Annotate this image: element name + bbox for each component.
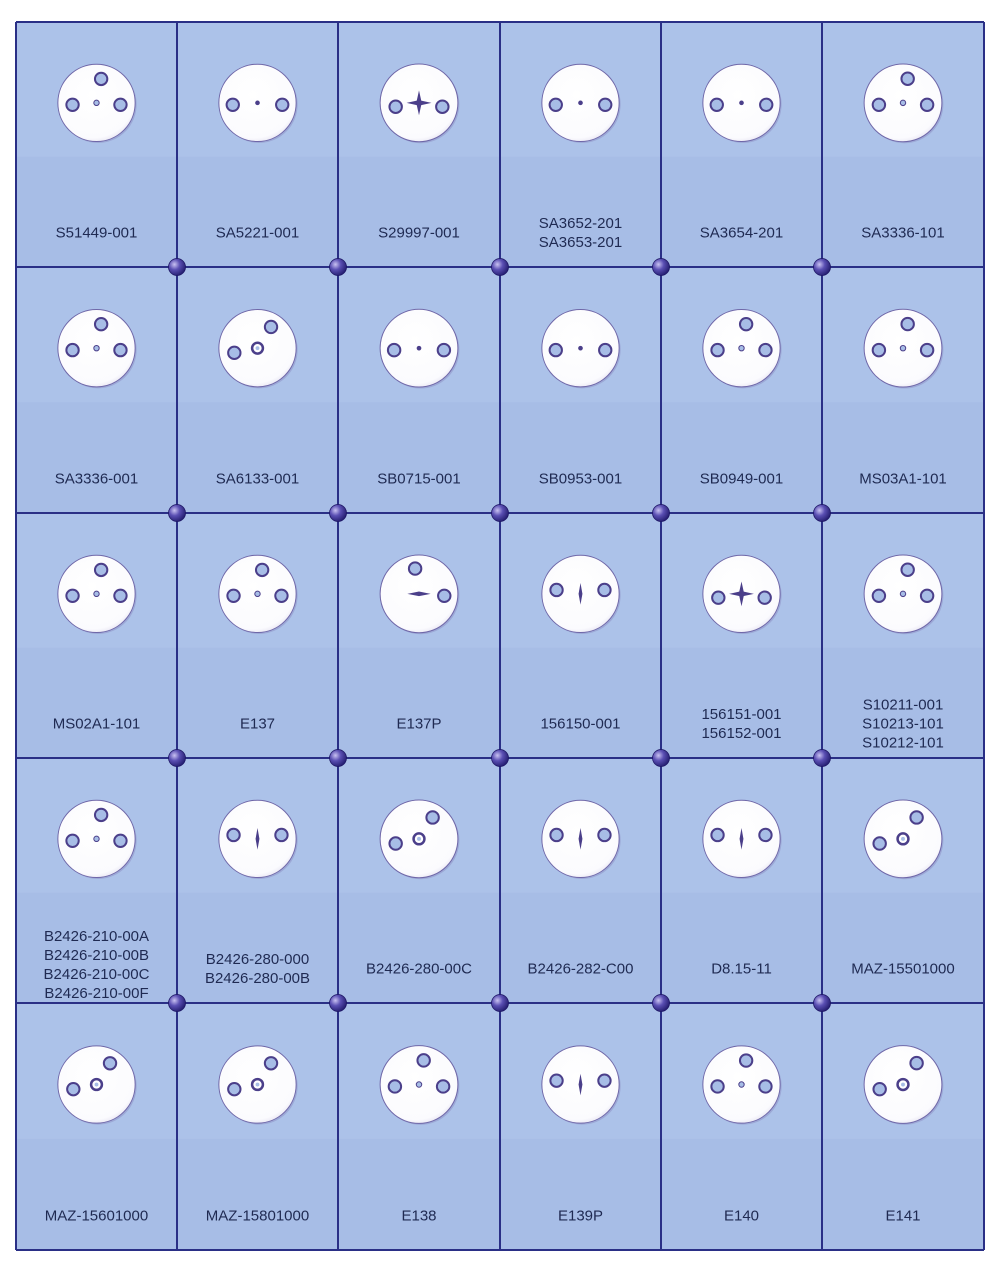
center-orifice (417, 837, 421, 841)
catalog-cell (500, 1003, 661, 1250)
side-hole (438, 590, 450, 602)
part-number-label: S10213-101 (862, 715, 944, 733)
center-orifice (900, 345, 905, 350)
top-hole (417, 1054, 429, 1066)
top-hole (95, 73, 107, 85)
catalog-cell (16, 758, 177, 1003)
side-hole (114, 99, 126, 111)
top-hole (910, 1057, 922, 1069)
center-orifice (416, 1082, 421, 1087)
side-hole (388, 344, 400, 356)
grid-node-bead (814, 259, 831, 276)
side-hole (227, 829, 239, 841)
part-number-label: S51449-001 (55, 224, 138, 242)
catalog-cell (338, 267, 500, 513)
catalog-cell (16, 267, 177, 513)
side-hole (599, 344, 611, 356)
center-orifice (94, 591, 99, 596)
center-orifice (94, 100, 99, 105)
part-number-label: MS02A1-101 (52, 715, 141, 733)
grid-node-bead (653, 995, 670, 1012)
grid-node-bead (492, 750, 509, 767)
part-number-label: MAZ-15801000 (205, 1207, 310, 1225)
top-hole (426, 811, 438, 823)
grid-node-bead (330, 259, 347, 276)
center-orifice (256, 346, 260, 350)
part-number-label: B2426-280-000 (205, 951, 310, 969)
center-orifice (95, 1083, 99, 1087)
part-number-label: 156151-001 (701, 706, 782, 724)
catalog-cell (500, 758, 661, 1003)
side-hole (711, 99, 723, 111)
top-hole (265, 321, 277, 333)
center-orifice (739, 1082, 744, 1087)
part-number-label: B2426-210-00A (43, 928, 150, 945)
part-number-label: SA3336-001 (54, 470, 139, 488)
catalog-cell (16, 22, 177, 267)
side-hole (873, 344, 885, 356)
top-hole (95, 564, 107, 576)
side-hole (599, 99, 611, 111)
side-hole (227, 99, 239, 111)
side-hole (598, 829, 610, 841)
part-number-label: SA6133-001 (215, 470, 300, 488)
side-hole (438, 344, 450, 356)
top-hole (104, 1057, 116, 1069)
center-orifice (255, 591, 260, 596)
side-hole (873, 590, 885, 602)
part-number-label: 156152-001 (701, 725, 782, 743)
side-hole (711, 344, 723, 356)
catalog-cell (177, 267, 338, 513)
part-number-label: D8.15-11 (711, 960, 772, 978)
part-number-label: S10211-001 (862, 696, 944, 714)
top-hole (256, 564, 268, 576)
center-orifice (739, 101, 744, 106)
part-number-label: SB0715-001 (377, 470, 461, 488)
grid-node-bead (492, 505, 509, 522)
center-orifice (256, 1083, 260, 1087)
side-hole (873, 99, 885, 111)
catalog-cell (177, 1003, 338, 1250)
grid-node-bead (169, 995, 186, 1012)
part-number-label: SB0949-001 (699, 470, 784, 488)
side-hole (114, 344, 126, 356)
side-hole (921, 344, 933, 356)
top-hole (910, 811, 922, 823)
grid-node-bead (330, 995, 347, 1012)
part-number-label: MS03A1-101 (859, 470, 947, 488)
part-number-label: E137P (396, 715, 442, 733)
grid-node-bead (814, 505, 831, 522)
center-orifice (901, 837, 905, 841)
catalog-cell (822, 1003, 984, 1250)
side-hole (759, 829, 771, 841)
top-hole (901, 564, 913, 576)
grid-node-bead (653, 505, 670, 522)
top-hole (740, 1054, 752, 1066)
side-hole (550, 99, 562, 111)
grid-node-bead (169, 750, 186, 767)
catalog-cell (177, 22, 338, 267)
grid-node-bead (814, 750, 831, 767)
side-hole (66, 835, 78, 847)
grid-node-bead (169, 259, 186, 276)
catalog-cell (822, 513, 984, 758)
part-number-label: SA3652-201 (538, 215, 623, 233)
part-number-label: B2426-282-C00 (527, 960, 634, 978)
catalog-cell (16, 513, 177, 758)
center-orifice (417, 346, 422, 351)
side-hole (759, 592, 771, 604)
top-hole (901, 73, 913, 85)
side-hole (227, 590, 239, 602)
catalog-cell (661, 1003, 822, 1250)
part-number-label: S10212-101 (862, 734, 944, 752)
catalog-cell (661, 22, 822, 267)
grid-node-bead (330, 750, 347, 767)
grid-node-bead (169, 505, 186, 522)
top-hole (740, 318, 752, 330)
part-number-label: E137 (239, 715, 276, 733)
catalog-cell (177, 513, 338, 758)
side-hole (275, 590, 287, 602)
center-orifice (94, 836, 99, 841)
top-hole (901, 318, 913, 330)
center-orifice (900, 591, 905, 596)
part-number-label: E140 (723, 1207, 760, 1225)
top-hole (409, 562, 421, 574)
grid-node-bead (653, 750, 670, 767)
center-orifice (739, 345, 744, 350)
catalog-cell (16, 1003, 177, 1250)
center-orifice (900, 100, 905, 105)
catalog-cell (661, 267, 822, 513)
catalog-cell (822, 758, 984, 1003)
side-hole (437, 1080, 449, 1092)
side-hole (873, 837, 885, 849)
side-hole (228, 1083, 240, 1095)
part-number-label: SA5221-001 (215, 224, 300, 242)
part-number-label: SA3654-201 (699, 224, 784, 242)
center-orifice (901, 1083, 905, 1087)
part-number-label: SB0953-001 (538, 470, 623, 488)
part-number-label: B2426-210-00F (44, 985, 149, 1002)
center-orifice (94, 345, 99, 350)
top-hole (95, 809, 107, 821)
side-hole (67, 1083, 79, 1095)
side-hole (550, 344, 562, 356)
part-number-label: B2426-280-00B (204, 970, 311, 988)
side-hole (389, 101, 401, 113)
catalog-cell (338, 513, 500, 758)
part-number-label: E139P (557, 1207, 604, 1225)
side-hole (759, 344, 771, 356)
part-number-label: MAZ-15601000 (44, 1207, 149, 1225)
grid-node-bead (653, 259, 670, 276)
side-hole (389, 1080, 401, 1092)
catalog-cell (338, 758, 500, 1003)
catalog-cell (661, 758, 822, 1003)
side-hole (66, 99, 78, 111)
catalog-cell (500, 22, 661, 267)
side-hole (550, 584, 562, 596)
side-hole (711, 829, 723, 841)
catalog-cell (500, 267, 661, 513)
side-hole (228, 347, 240, 359)
catalog-cell (822, 267, 984, 513)
grid-node-bead (492, 995, 509, 1012)
catalog-cell (661, 513, 822, 758)
part-number-label: SA3653-201 (538, 234, 623, 252)
catalog-cell (822, 22, 984, 267)
side-hole (921, 590, 933, 602)
part-number-label: B2426-210-00B (43, 947, 150, 964)
side-hole (550, 1074, 562, 1086)
center-orifice (578, 346, 583, 351)
top-hole (95, 318, 107, 330)
side-hole (760, 99, 772, 111)
grid-node-bead (330, 505, 347, 522)
side-hole (550, 829, 562, 841)
catalog-cell (338, 1003, 500, 1250)
side-hole (598, 1074, 610, 1086)
side-hole (114, 835, 126, 847)
part-number-label: SA3336-101 (861, 224, 945, 242)
side-hole (598, 584, 610, 596)
side-hole (436, 101, 448, 113)
center-orifice (255, 101, 260, 106)
part-number-label: B2426-210-00C (43, 966, 150, 983)
catalog-cell (338, 22, 500, 267)
part-number-label: 156150-001 (540, 715, 621, 733)
side-hole (873, 1083, 885, 1095)
side-hole (711, 1080, 723, 1092)
side-hole (712, 592, 724, 604)
side-hole (389, 837, 401, 849)
center-orifice (578, 101, 583, 106)
side-hole (759, 1080, 771, 1092)
part-number-label: E138 (401, 1207, 437, 1225)
grid-node-bead (814, 995, 831, 1012)
catalog-cell (177, 758, 338, 1003)
grid-node-bead (492, 259, 509, 276)
part-number-label: MAZ-15501000 (851, 960, 955, 978)
part-number-label: S29997-001 (378, 224, 460, 242)
side-hole (114, 590, 126, 602)
catalog-cell (500, 513, 661, 758)
side-hole (921, 99, 933, 111)
side-hole (275, 829, 287, 841)
part-number-label: E141 (885, 1207, 921, 1225)
side-hole (66, 590, 78, 602)
top-hole (265, 1057, 277, 1069)
side-hole (276, 99, 288, 111)
part-number-label: B2426-280-00C (366, 960, 472, 978)
side-hole (66, 344, 78, 356)
